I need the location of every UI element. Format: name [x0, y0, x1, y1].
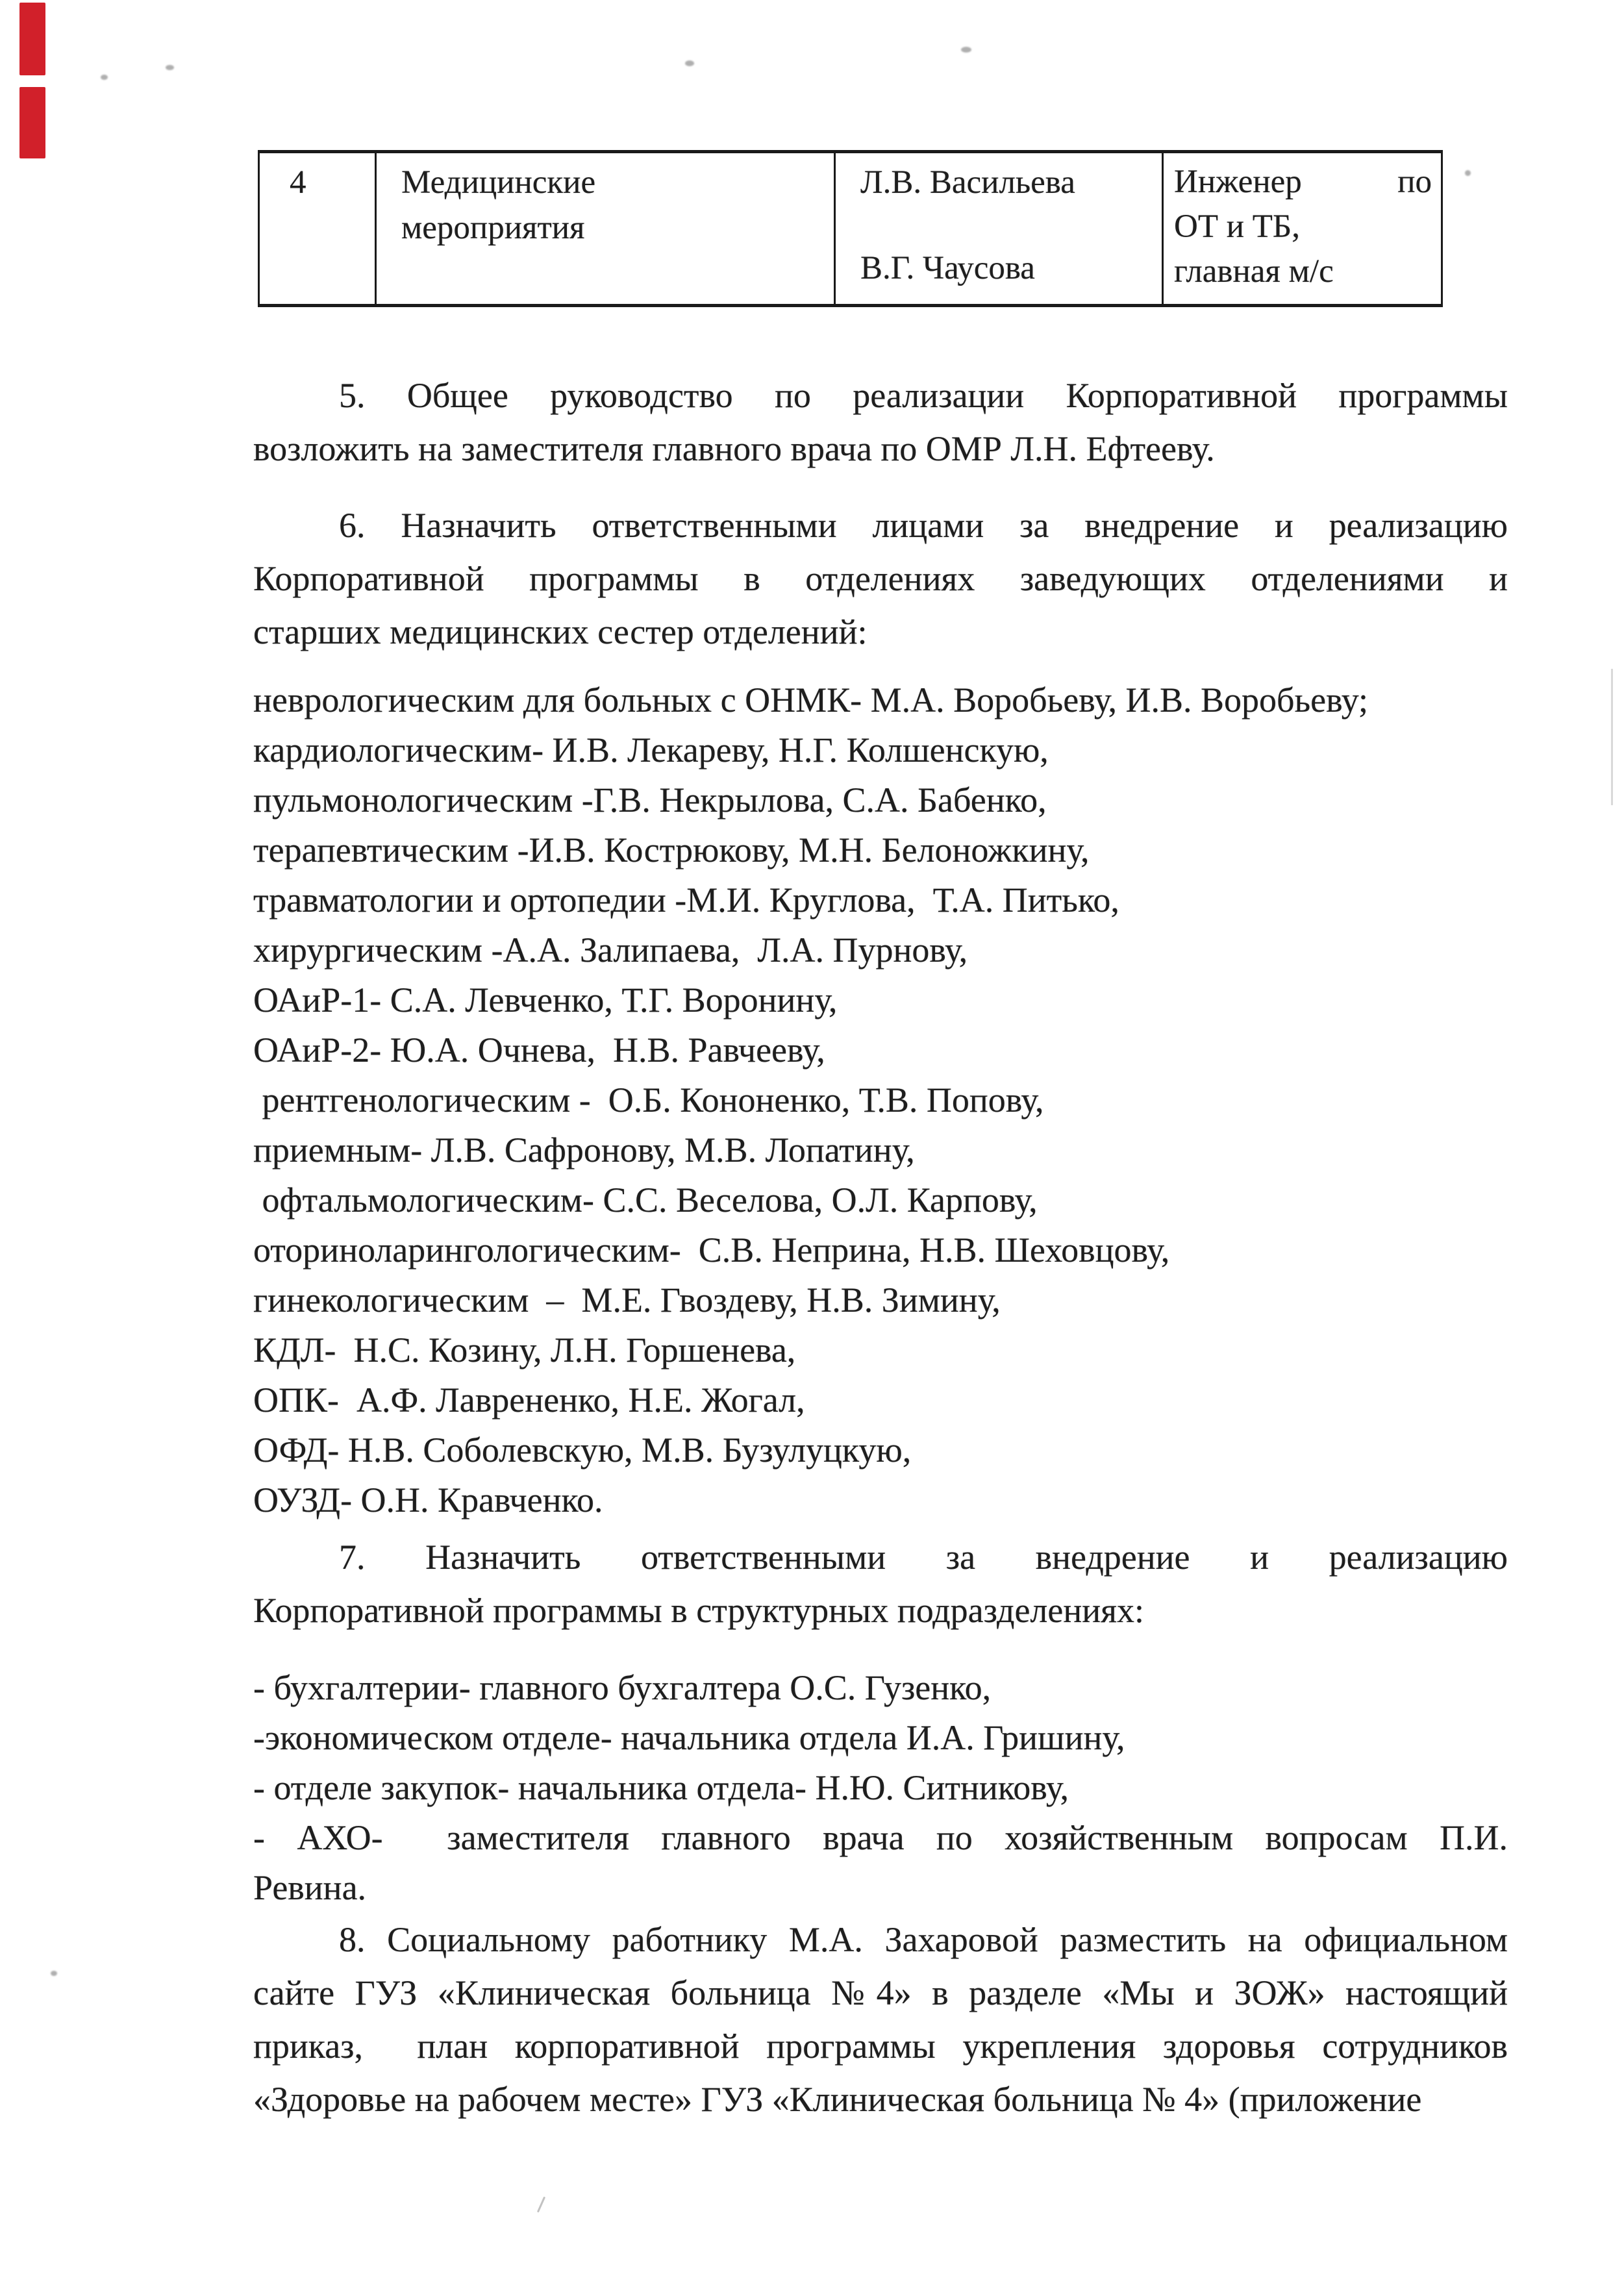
department-list-item: офтальмологическим- С.С. Веселова, О.Л. Карпову, — [253, 1181, 1038, 1219]
department-list-item: ОАиР-2- Ю.А. Очнева, Н.В. Равчееву, — [253, 1031, 825, 1069]
document-body — [253, 0, 1508, 2126]
department-list-item: КДЛ- Н.С. Козину, Л.Н. Горшенева, — [253, 1331, 796, 1369]
scan-line-artifact — [537, 2197, 545, 2213]
activity-line: Медицинские — [401, 164, 596, 201]
paragraph-8-line: сайте ГУЗ «Клиническая больница №4» в разделе «Мы и ЗОЖ» настоящий — [253, 1973, 1508, 2012]
unit-list-item: - бухгалтерии- главного бухгалтера О.С. Гузенко, — [253, 1668, 992, 1707]
department-list-item: травматологии и ортопедии -М.И. Круглова, Т.А. Питько, — [253, 881, 1119, 919]
activity-line: мероприятия — [401, 210, 585, 246]
department-list-item: неврологическим для больных с ОНМК- М.А. Воробьеву, И.В. Воробьеву; — [253, 681, 1369, 719]
paragraph-8-line: «Здоровье на рабочем месте» ГУЗ «Клиническая больница № 4» (приложение — [253, 2080, 1422, 2119]
paragraph-5-line: 5. Общее руководство по реализации Корпоративной программы — [339, 376, 1508, 415]
paragraph-7 — [253, 1531, 1508, 1637]
paragraph-5-line: возложить на заместителя главного врача по ОМР Л.Н. Ефтееву. — [253, 429, 1215, 468]
department-list-item: ОАиР-1- С.А. Левченко, Т.Г. Воронину, — [253, 981, 838, 1019]
responsible-name: Л.В. Васильева — [860, 164, 1075, 201]
scan-speck — [51, 1971, 57, 1976]
department-list-item: хирургическим -А.А. Залипаева, Л.А. Пурнову, — [253, 931, 968, 969]
paragraph-6 — [253, 499, 1508, 658]
department-list-item: ОФД- Н.В. Соболевскую, М.В. Бузулуцкую, — [253, 1431, 912, 1469]
unit-assignment-list — [253, 1663, 1508, 1913]
department-list-item: кардиологическим- И.В. Лекареву, Н.Г. Колшенскую, — [253, 731, 1049, 769]
paragraph-6-line: 6. Назначить ответственными лицами за внедрение и реализацию — [339, 506, 1508, 545]
paragraph-5 — [253, 369, 1508, 475]
unit-list-item: - отделе закупок- начальника отдела- Н.Ю. Ситникову, — [253, 1768, 1069, 1807]
department-list-item: рентгенологическим - О.Б. Кононенко, Т.В. Попову, — [253, 1081, 1044, 1119]
department-list-item: гинекологическим – М.Е. Гвоздеву, Н.В. Зимину, — [253, 1281, 1001, 1319]
row-number: 4 — [290, 164, 306, 201]
paragraph-8 — [253, 1913, 1508, 2126]
scan-speck — [166, 65, 174, 70]
red-edge-mark — [19, 87, 45, 158]
paragraph-8-line: приказ, план корпоративной программы укрепления здоровья сотрудников — [253, 2027, 1508, 2066]
paragraph-8-line: 8. Социальному работнику М.А. Захаровой разместить на официальном — [339, 1920, 1508, 1959]
unit-list-item: Ревина. — [253, 1868, 367, 1907]
department-list-item: пульмонологическим -Г.В. Некрылова, С.А. Бабенко, — [253, 781, 1047, 819]
position-line: ОТ и ТБ, — [1174, 208, 1300, 245]
unit-list-item: -экономическом отделе- начальника отдела И.А. Гришину, — [253, 1718, 1125, 1757]
department-assignment-list — [253, 675, 1508, 1525]
unit-list-item: - АХО- заместителя главного врача по хозяйственным вопросам П.И. — [253, 1818, 1508, 1857]
department-list-item: оториноларингологическим- С.В. Неприна, Н.В. Шеховцову, — [253, 1231, 1170, 1269]
red-edge-mark — [19, 3, 45, 75]
paragraph-7-line: 7. Назначить ответственными за внедрение и реализацию — [339, 1538, 1508, 1577]
position-line: главная м/с — [1174, 253, 1334, 290]
scan-line-artifact — [1611, 669, 1613, 805]
paragraph-6-line: старших медицинских сестер отделений: — [253, 612, 868, 651]
paragraph-6-line: Корпоративной программы в отделениях заведующих отделениями и — [253, 559, 1508, 598]
department-list-item: терапевтическим -И.В. Кострюкову, М.Н. Белоножкину, — [253, 831, 1090, 869]
responsible-name: В.Г. Чаусова — [860, 250, 1035, 286]
scan-speck — [101, 75, 108, 80]
position-line: Инженер по — [1174, 164, 1432, 200]
department-list-item: ОУЗД- О.Н. Кравченко. — [253, 1481, 603, 1519]
department-list-item: приемным- Л.В. Сафронову, М.В. Лопатину, — [253, 1131, 915, 1169]
paragraph-7-line: Корпоративной программы в структурных подразделениях: — [253, 1591, 1144, 1630]
department-list-item: ОПК- А.Ф. Лаврененко, Н.Е. Жогал, — [253, 1381, 805, 1419]
